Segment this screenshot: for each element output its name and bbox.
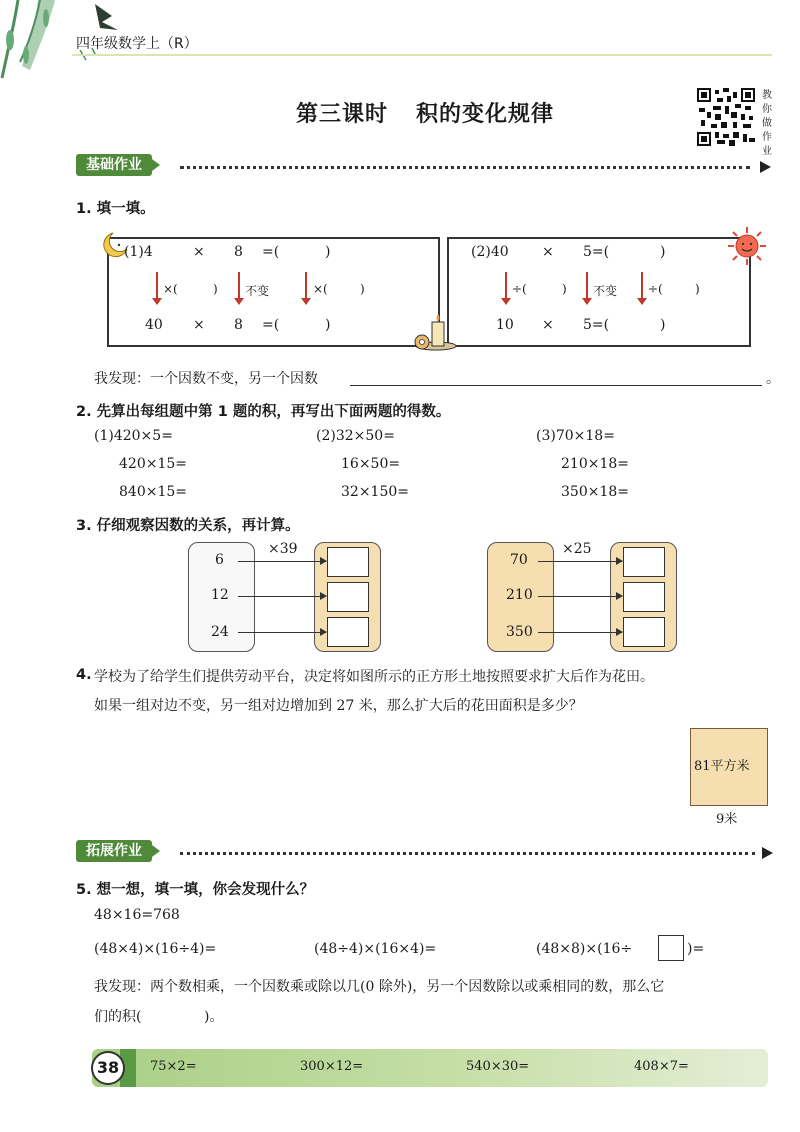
q1-left-row1-eq: =( xyxy=(262,244,280,260)
q2-g3-a: (3)70×18= xyxy=(536,428,615,444)
q1-left-op1: ×( xyxy=(163,282,178,296)
q1-answer-line[interactable] xyxy=(350,385,762,386)
q3-answer-box[interactable] xyxy=(327,582,369,612)
q1-right-op1: ÷( xyxy=(512,282,527,296)
q5-finding-line2a: 们的积( xyxy=(94,1009,142,1025)
section-divider xyxy=(180,852,755,855)
q1-left-row1-close: ) xyxy=(325,244,331,260)
page-title xyxy=(0,97,800,128)
q1-right-row2-a: 10 xyxy=(496,317,514,333)
q3-left-multiplier: ×39 xyxy=(268,541,298,557)
q5-finding-line2b: )。 xyxy=(204,1009,224,1025)
q5-expr-3: (48×8)×(16÷ xyxy=(536,941,633,957)
q3-answer-box[interactable] xyxy=(623,582,665,612)
q1-right-op3: ÷( xyxy=(648,282,663,296)
q3-answer-box[interactable] xyxy=(623,617,665,647)
drill-item: 75×2= xyxy=(150,1059,197,1074)
q3-title: 3. 仔细观察因数的关系，再计算。 xyxy=(76,518,300,534)
q3-right-multiplier: ×25 xyxy=(562,541,592,557)
drill-item: 540×30= xyxy=(466,1059,530,1074)
q3-answer-box[interactable] xyxy=(623,547,665,577)
q1-right-op3-close: ) xyxy=(695,282,700,296)
down-arrow-icon xyxy=(305,272,307,299)
q1-right-row1-times: × xyxy=(542,244,554,260)
q1-right-row1-close: ) xyxy=(660,244,666,260)
q1-left-row1-times: × xyxy=(193,244,205,260)
drill-item: 408×7= xyxy=(634,1059,689,1074)
q2-g2-a: (2)32×50= xyxy=(316,428,395,444)
q1-right-op1-close: ) xyxy=(562,282,567,296)
qr-caption-char: 业 xyxy=(762,146,772,157)
arrow-right-icon xyxy=(238,561,326,562)
qr-code-icon[interactable] xyxy=(697,88,755,146)
q3-left-value: 24 xyxy=(211,624,229,640)
grade-label: 四年级数学上（R） xyxy=(76,36,198,52)
q1-right-row2-b: 5=( xyxy=(583,317,610,333)
divider-arrow-icon xyxy=(760,161,771,173)
q5-expr-3-end: )= xyxy=(687,941,705,957)
q5-blank-box[interactable] xyxy=(658,935,684,961)
section-basic-tag: 基础作业 xyxy=(76,154,152,176)
area-label: 81平方米 xyxy=(694,759,750,774)
arrow-right-icon xyxy=(538,596,622,597)
q2-title: 2. 先算出每组题中第 1 题的积，再写出下面两题的得数。 xyxy=(76,404,451,420)
q3-answer-box[interactable] xyxy=(327,617,369,647)
lesson-number: 第三课时 xyxy=(295,102,388,127)
header-divider xyxy=(72,54,772,56)
arrow-right-icon xyxy=(538,561,622,562)
q1-left-op2: 不变 xyxy=(245,284,270,298)
q5-expr-1: (48×4)×(16÷4)= xyxy=(94,941,217,957)
q1-left-row1-a: (1)4 xyxy=(124,244,153,260)
q1-left-row2-eq: =( xyxy=(262,317,280,333)
down-arrow-icon xyxy=(586,272,588,299)
q4-text-line2: 如果一组对边不变，另一组对边增加到 27 米，那么扩大后的花田面积是多少？ xyxy=(94,698,583,714)
q2-g1-a: (1)420×5= xyxy=(94,428,173,444)
q1-finding: 我发现：一个因数不变，另一个因数 xyxy=(94,371,318,387)
q1-left-row2-times: × xyxy=(193,317,205,333)
q2-g3-c: 350×18= xyxy=(561,484,629,500)
q1-left-row2-close: ) xyxy=(325,317,331,333)
qr-caption-char: 做 xyxy=(762,118,772,129)
down-arrow-icon xyxy=(156,272,158,299)
q2-g2-b: 16×50= xyxy=(341,456,401,472)
q5-given: 48×16=768 xyxy=(94,907,180,923)
qr-caption xyxy=(762,89,776,159)
divider-arrow-icon xyxy=(762,847,773,859)
sun-icon xyxy=(727,226,767,266)
q3-right-value: 350 xyxy=(506,624,533,640)
q5-expr-2: (48÷4)×(16×4)= xyxy=(314,941,437,957)
q4-number: 4. xyxy=(76,667,92,683)
q4-text-line1: 学校为了给学生们提供劳动平台，决定将如图所示的正方形土地按照要求扩大后作为花田。 xyxy=(94,669,654,685)
page-number: 38 xyxy=(91,1051,125,1085)
down-arrow-icon xyxy=(641,272,643,299)
arrow-right-icon xyxy=(238,596,326,597)
q3-answer-box[interactable] xyxy=(327,547,369,577)
lesson-topic: 积的变化规律 xyxy=(416,102,555,127)
qr-caption-char: 你 xyxy=(762,104,772,115)
q1-left-row2-a: 40 xyxy=(145,317,163,333)
q1-left-op1-close: ) xyxy=(213,282,218,296)
q1-right-op2: 不变 xyxy=(593,284,618,298)
q1-left-row1-b: 8 xyxy=(234,244,243,260)
q2-g2-c: 32×150= xyxy=(341,484,409,500)
q5-title: 5. 想一想，填一填，你会发现什么？ xyxy=(76,882,315,898)
section-extend-tag: 拓展作业 xyxy=(76,840,152,862)
q3-left-value: 12 xyxy=(211,587,229,603)
q1-right-row2-times: × xyxy=(542,317,554,333)
q1-left-op3-close: ) xyxy=(360,282,365,296)
q3-right-value: 210 xyxy=(506,587,533,603)
qr-caption-char: 作 xyxy=(762,132,772,143)
q3-right-value: 70 xyxy=(510,552,528,568)
q1-right-row2-close: ) xyxy=(660,317,666,333)
q3-left-value: 6 xyxy=(215,552,224,568)
drill-item: 300×12= xyxy=(300,1059,364,1074)
side-label: 9米 xyxy=(716,812,738,827)
q1-left-row2-b: 8 xyxy=(234,317,243,333)
candle-icon xyxy=(410,312,458,352)
section-divider xyxy=(180,166,750,169)
q1-left-op3: ×( xyxy=(313,282,328,296)
arrow-right-icon xyxy=(538,632,622,633)
q1-title: 1. 填一填。 xyxy=(76,201,155,217)
qr-caption-char: 教 xyxy=(762,90,772,101)
down-arrow-icon xyxy=(238,272,240,299)
arrow-right-icon xyxy=(238,632,326,633)
q5-finding-line1: 我发现：两个数相乘，一个因数乘或除以几(0 除外)，另一个因数除以或乘相同的数，那么它 xyxy=(94,979,665,995)
q2-g1-b: 420×15= xyxy=(119,456,187,472)
q1-right-row1-a: (2)40 xyxy=(471,244,509,260)
q2-g3-b: 210×18= xyxy=(561,456,629,472)
down-arrow-icon xyxy=(505,272,507,299)
q1-finding-end: 。 xyxy=(766,371,780,387)
q2-g1-c: 840×15= xyxy=(119,484,187,500)
q1-right-row1-b: 5=( xyxy=(583,244,610,260)
